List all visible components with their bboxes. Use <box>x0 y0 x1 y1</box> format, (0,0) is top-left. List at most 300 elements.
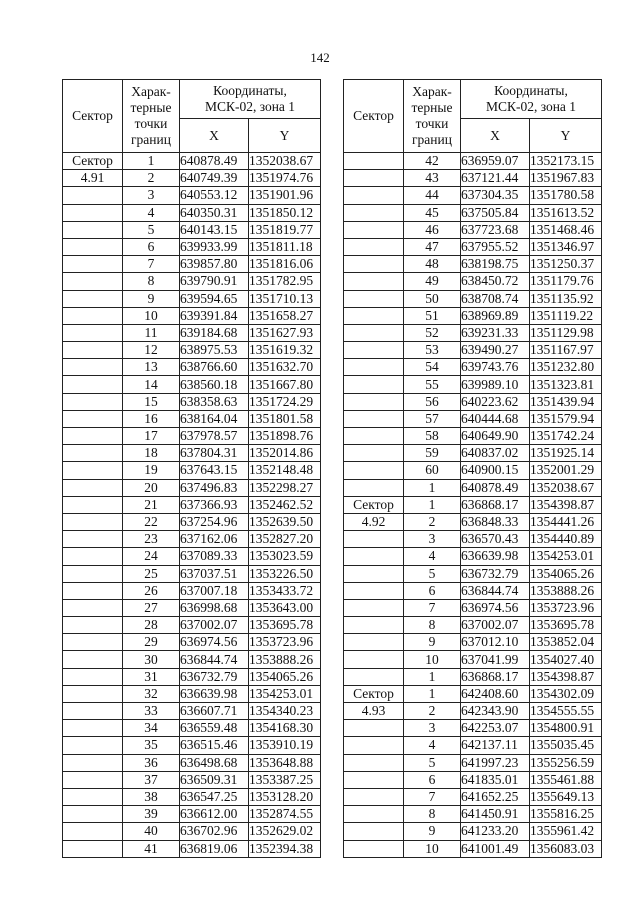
sector-cell <box>344 479 404 496</box>
x-coordinate-cell: 640878.49 <box>461 479 530 496</box>
table-row <box>63 496 321 513</box>
point-cell: 1 <box>404 479 461 496</box>
table-row <box>63 273 321 290</box>
point-cell: 58 <box>404 428 461 445</box>
sector-cell <box>63 256 123 273</box>
sector-cell <box>344 153 404 170</box>
y-coordinate-cell: 1351346.97 <box>530 238 602 255</box>
sector-cell <box>344 204 404 221</box>
table-row <box>344 290 602 307</box>
table-row <box>63 513 321 530</box>
y-coordinate-cell: 1351129.98 <box>530 324 602 341</box>
y-coordinate-cell: 1354065.26 <box>249 668 321 685</box>
x-coordinate-cell: 638708.74 <box>461 290 530 307</box>
x-coordinate-cell: 636844.74 <box>180 651 249 668</box>
point-cell: 45 <box>404 204 461 221</box>
point-cell: 13 <box>123 359 180 376</box>
y-coordinate-cell: 1353888.26 <box>530 582 602 599</box>
header-points-line: Харак- <box>131 84 171 99</box>
table-row <box>63 617 321 634</box>
header-coordinates-line: МСК-02, зона 1 <box>204 99 296 114</box>
x-coordinate-cell: 639490.27 <box>461 342 530 359</box>
y-coordinate-cell: 1354302.09 <box>530 685 602 702</box>
point-cell: 10 <box>123 307 180 324</box>
point-cell: 10 <box>404 840 461 857</box>
x-coordinate-cell: 636868.17 <box>461 668 530 685</box>
sector-cell <box>344 582 404 599</box>
x-coordinate-cell: 638975.53 <box>180 342 249 359</box>
table-row <box>63 806 321 823</box>
header-points <box>404 80 461 153</box>
header-points-line: границ <box>131 132 171 147</box>
point-cell: 14 <box>123 376 180 393</box>
x-coordinate-cell: 636515.46 <box>180 737 249 754</box>
table-row <box>344 376 602 393</box>
table-row <box>63 720 321 737</box>
table-row <box>344 617 602 634</box>
sector-cell <box>344 668 404 685</box>
x-coordinate-cell: 637089.33 <box>180 548 249 565</box>
header-points-line: терные <box>411 100 453 115</box>
sector-cell <box>63 634 123 651</box>
x-coordinate-cell: 640749.39 <box>180 170 249 187</box>
x-coordinate-cell: 636974.56 <box>461 599 530 616</box>
x-coordinate-cell: 636559.48 <box>180 720 249 737</box>
table-row <box>63 221 321 238</box>
sector-cell <box>63 823 123 840</box>
x-coordinate-cell: 640649.90 <box>461 428 530 445</box>
y-coordinate-cell: 1352394.38 <box>249 840 321 857</box>
table-row <box>344 221 602 238</box>
header-coordinates <box>461 80 602 119</box>
x-coordinate-cell: 641001.49 <box>461 840 530 857</box>
x-coordinate-cell: 640444.68 <box>461 410 530 427</box>
y-coordinate-cell: 1352038.67 <box>530 479 602 496</box>
x-coordinate-cell: 637978.57 <box>180 428 249 445</box>
table-row <box>63 823 321 840</box>
header-points <box>123 80 180 153</box>
table-row <box>344 256 602 273</box>
y-coordinate-cell: 1351780.58 <box>530 187 602 204</box>
header-points-line: Харак- <box>412 84 452 99</box>
sector-cell <box>344 617 404 634</box>
point-cell: 41 <box>123 840 180 857</box>
x-coordinate-cell: 638164.04 <box>180 410 249 427</box>
y-coordinate-cell: 1355256.59 <box>530 754 602 771</box>
x-coordinate-cell: 641997.23 <box>461 754 530 771</box>
table-row <box>63 840 321 857</box>
sector-cell <box>344 376 404 393</box>
sector-cell <box>63 462 123 479</box>
sector-cell: Сектор <box>344 496 404 513</box>
sector-cell <box>344 823 404 840</box>
table-row <box>344 703 602 720</box>
point-cell: 28 <box>123 617 180 634</box>
table-row <box>344 393 602 410</box>
sector-cell <box>344 324 404 341</box>
table-row <box>63 754 321 771</box>
point-cell: 4 <box>404 737 461 754</box>
x-coordinate-cell: 637037.51 <box>180 565 249 582</box>
y-coordinate-cell: 1354800.91 <box>530 720 602 737</box>
table-row <box>63 342 321 359</box>
sector-cell <box>63 376 123 393</box>
sector-cell: Сектор <box>344 685 404 702</box>
sector-cell <box>344 445 404 462</box>
x-coordinate-cell: 639594.65 <box>180 290 249 307</box>
x-coordinate-cell: 637366.93 <box>180 496 249 513</box>
point-cell: 44 <box>404 187 461 204</box>
y-coordinate-cell: 1351179.76 <box>530 273 602 290</box>
point-cell: 38 <box>123 788 180 805</box>
point-cell: 1 <box>404 496 461 513</box>
x-coordinate-cell: 638358.63 <box>180 393 249 410</box>
point-cell: 8 <box>404 617 461 634</box>
x-coordinate-cell: 639231.33 <box>461 324 530 341</box>
point-cell: 9 <box>123 290 180 307</box>
point-cell: 8 <box>404 806 461 823</box>
y-coordinate-cell: 1351439.94 <box>530 393 602 410</box>
x-coordinate-cell: 636547.25 <box>180 788 249 805</box>
table-row <box>344 668 602 685</box>
x-coordinate-cell: 640837.02 <box>461 445 530 462</box>
y-coordinate-cell: 1353910.19 <box>249 737 321 754</box>
y-coordinate-cell: 1353852.04 <box>530 634 602 651</box>
y-coordinate-cell: 1351819.77 <box>249 221 321 238</box>
y-coordinate-cell: 1355461.88 <box>530 771 602 788</box>
header-points-line: точки <box>415 116 449 131</box>
header-coordinates-line: МСК-02, зона 1 <box>485 99 577 114</box>
x-coordinate-cell: 642137.11 <box>461 737 530 754</box>
table-row <box>344 599 602 616</box>
point-cell: 16 <box>123 410 180 427</box>
x-coordinate-cell: 639790.91 <box>180 273 249 290</box>
sector-cell <box>63 806 123 823</box>
sector-cell <box>344 754 404 771</box>
y-coordinate-cell: 1351925.14 <box>530 445 602 462</box>
point-cell: 37 <box>123 771 180 788</box>
x-coordinate-cell: 636819.06 <box>180 840 249 857</box>
table-row <box>63 771 321 788</box>
x-coordinate-cell: 636848.33 <box>461 513 530 530</box>
point-cell: 6 <box>123 238 180 255</box>
table-row <box>63 256 321 273</box>
sector-cell <box>344 565 404 582</box>
sector-cell <box>63 737 123 754</box>
x-coordinate-cell: 641652.25 <box>461 788 530 805</box>
table-row <box>344 823 602 840</box>
x-coordinate-cell: 640553.12 <box>180 187 249 204</box>
table-row <box>63 428 321 445</box>
point-cell: 47 <box>404 238 461 255</box>
table-row <box>344 342 602 359</box>
point-cell: 10 <box>404 651 461 668</box>
table-row <box>344 410 602 427</box>
point-cell: 32 <box>123 685 180 702</box>
y-coordinate-cell: 1354555.55 <box>530 703 602 720</box>
table-row <box>344 806 602 823</box>
sector-cell <box>63 565 123 582</box>
x-coordinate-cell: 640223.62 <box>461 393 530 410</box>
x-coordinate-cell: 638969.89 <box>461 307 530 324</box>
y-coordinate-cell: 1354340.23 <box>249 703 321 720</box>
table-row <box>63 410 321 427</box>
x-coordinate-cell: 642343.90 <box>461 703 530 720</box>
point-cell: 51 <box>404 307 461 324</box>
table-row <box>63 290 321 307</box>
table-row <box>344 204 602 221</box>
x-coordinate-cell: 637002.07 <box>461 617 530 634</box>
sector-cell: 4.91 <box>63 170 123 187</box>
y-coordinate-cell: 1351724.29 <box>249 393 321 410</box>
table-row <box>344 548 602 565</box>
sector-cell <box>344 273 404 290</box>
header-points-line: границ <box>412 132 452 147</box>
point-cell: 1 <box>404 668 461 685</box>
point-cell: 1 <box>123 153 180 170</box>
table-row <box>344 685 602 702</box>
table-row <box>63 548 321 565</box>
sector-cell: 4.93 <box>344 703 404 720</box>
x-coordinate-cell: 637041.99 <box>461 651 530 668</box>
x-coordinate-cell: 642253.07 <box>461 720 530 737</box>
point-cell: 5 <box>404 565 461 582</box>
point-cell: 21 <box>123 496 180 513</box>
sector-cell <box>344 737 404 754</box>
point-cell: 20 <box>123 479 180 496</box>
table-row <box>63 634 321 651</box>
sector-cell <box>344 256 404 273</box>
y-coordinate-cell: 1353888.26 <box>249 651 321 668</box>
y-coordinate-cell: 1351967.83 <box>530 170 602 187</box>
y-coordinate-cell: 1356083.03 <box>530 840 602 857</box>
sector-cell <box>63 685 123 702</box>
coordinates-table-right <box>343 79 602 858</box>
sector-cell <box>63 771 123 788</box>
y-coordinate-cell: 1352639.50 <box>249 513 321 530</box>
y-coordinate-cell: 1351167.97 <box>530 342 602 359</box>
point-cell: 3 <box>123 187 180 204</box>
table-row <box>63 599 321 616</box>
y-coordinate-cell: 1354168.30 <box>249 720 321 737</box>
point-cell: 7 <box>404 788 461 805</box>
header-y: Y <box>530 119 602 153</box>
point-cell: 48 <box>404 256 461 273</box>
sector-cell: 4.92 <box>344 513 404 530</box>
y-coordinate-cell: 1354027.40 <box>530 651 602 668</box>
x-coordinate-cell: 637002.07 <box>180 617 249 634</box>
y-coordinate-cell: 1352629.02 <box>249 823 321 840</box>
x-coordinate-cell: 642408.60 <box>461 685 530 702</box>
y-coordinate-cell: 1353226.50 <box>249 565 321 582</box>
x-coordinate-cell: 640878.49 <box>180 153 249 170</box>
x-coordinate-cell: 639743.76 <box>461 359 530 376</box>
sector-cell <box>344 428 404 445</box>
point-cell: 54 <box>404 359 461 376</box>
x-coordinate-cell: 637496.83 <box>180 479 249 496</box>
y-coordinate-cell: 1353643.00 <box>249 599 321 616</box>
y-coordinate-cell: 1353387.25 <box>249 771 321 788</box>
y-coordinate-cell: 1353723.96 <box>249 634 321 651</box>
table-row <box>344 496 602 513</box>
table-row <box>344 307 602 324</box>
y-coordinate-cell: 1354398.87 <box>530 496 602 513</box>
sector-cell <box>344 634 404 651</box>
sector-cell <box>344 840 404 857</box>
x-coordinate-cell: 636639.98 <box>461 548 530 565</box>
table-row <box>63 445 321 462</box>
header-y: Y <box>249 119 321 153</box>
y-coordinate-cell: 1352173.15 <box>530 153 602 170</box>
table-row <box>344 273 602 290</box>
y-coordinate-cell: 1352298.27 <box>249 479 321 496</box>
point-cell: 34 <box>123 720 180 737</box>
page-number: 142 <box>310 50 330 65</box>
header-points-line: точки <box>134 116 168 131</box>
point-cell: 26 <box>123 582 180 599</box>
point-cell: 25 <box>123 565 180 582</box>
point-cell: 12 <box>123 342 180 359</box>
point-cell: 55 <box>404 376 461 393</box>
y-coordinate-cell: 1351613.52 <box>530 204 602 221</box>
sector-cell <box>63 393 123 410</box>
table-row <box>63 703 321 720</box>
table-row <box>344 153 602 170</box>
sector-cell <box>63 479 123 496</box>
sector-cell <box>63 238 123 255</box>
table-row <box>63 324 321 341</box>
sector-cell <box>63 513 123 530</box>
y-coordinate-cell: 1351742.24 <box>530 428 602 445</box>
y-coordinate-cell: 1351619.32 <box>249 342 321 359</box>
point-cell: 2 <box>123 170 180 187</box>
table-row <box>344 479 602 496</box>
y-coordinate-cell: 1352874.55 <box>249 806 321 823</box>
x-coordinate-cell: 637162.06 <box>180 531 249 548</box>
y-coordinate-cell: 1352014.86 <box>249 445 321 462</box>
point-cell: 57 <box>404 410 461 427</box>
y-coordinate-cell: 1353023.59 <box>249 548 321 565</box>
sector-cell <box>344 359 404 376</box>
point-cell: 35 <box>123 737 180 754</box>
table-row <box>63 668 321 685</box>
sector-cell <box>63 651 123 668</box>
header-coordinates-line: Координаты, <box>494 83 568 98</box>
y-coordinate-cell: 1351323.81 <box>530 376 602 393</box>
sector-cell <box>344 531 404 548</box>
sector-cell <box>344 548 404 565</box>
table-body-right <box>344 153 602 858</box>
y-coordinate-cell: 1351468.46 <box>530 221 602 238</box>
sector-cell <box>63 840 123 857</box>
table-row <box>63 187 321 204</box>
sector-cell <box>344 290 404 307</box>
x-coordinate-cell: 636844.74 <box>461 582 530 599</box>
sector-cell <box>63 548 123 565</box>
y-coordinate-cell: 1353128.20 <box>249 788 321 805</box>
table-row <box>344 324 602 341</box>
table-row <box>63 238 321 255</box>
point-cell: 5 <box>123 221 180 238</box>
point-cell: 56 <box>404 393 461 410</box>
sector-cell <box>344 187 404 204</box>
sector-cell <box>344 221 404 238</box>
table-row <box>344 788 602 805</box>
y-coordinate-cell: 1351135.92 <box>530 290 602 307</box>
x-coordinate-cell: 637955.52 <box>461 238 530 255</box>
point-cell: 59 <box>404 445 461 462</box>
y-coordinate-cell: 1351782.95 <box>249 273 321 290</box>
x-coordinate-cell: 637254.96 <box>180 513 249 530</box>
sector-cell: Сектор <box>63 153 123 170</box>
y-coordinate-cell: 1351816.06 <box>249 256 321 273</box>
sector-cell <box>63 342 123 359</box>
x-coordinate-cell: 640350.31 <box>180 204 249 221</box>
point-cell: 3 <box>404 720 461 737</box>
y-coordinate-cell: 1351667.80 <box>249 376 321 393</box>
x-coordinate-cell: 639391.84 <box>180 307 249 324</box>
point-cell: 39 <box>123 806 180 823</box>
header-x: X <box>180 119 249 153</box>
table-row <box>63 737 321 754</box>
y-coordinate-cell: 1354253.01 <box>249 685 321 702</box>
point-cell: 7 <box>404 599 461 616</box>
point-cell: 23 <box>123 531 180 548</box>
table-row <box>344 187 602 204</box>
point-cell: 43 <box>404 170 461 187</box>
table-row <box>344 513 602 530</box>
table-body-left <box>63 153 321 858</box>
y-coordinate-cell: 1353695.78 <box>249 617 321 634</box>
y-coordinate-cell: 1353433.72 <box>249 582 321 599</box>
table-row <box>344 428 602 445</box>
x-coordinate-cell: 638450.72 <box>461 273 530 290</box>
y-coordinate-cell: 1351901.96 <box>249 187 321 204</box>
point-cell: 42 <box>404 153 461 170</box>
sector-cell <box>344 342 404 359</box>
y-coordinate-cell: 1355961.42 <box>530 823 602 840</box>
x-coordinate-cell: 637505.84 <box>461 204 530 221</box>
table-row <box>344 531 602 548</box>
table-row <box>63 170 321 187</box>
header-coordinates-line: Координаты, <box>213 83 287 98</box>
sector-cell <box>344 393 404 410</box>
sector-cell <box>63 703 123 720</box>
y-coordinate-cell: 1351801.58 <box>249 410 321 427</box>
y-coordinate-cell: 1354398.87 <box>530 668 602 685</box>
x-coordinate-cell: 636998.68 <box>180 599 249 616</box>
sector-cell <box>63 720 123 737</box>
coordinates-table-left <box>62 79 321 858</box>
y-coordinate-cell: 1351898.76 <box>249 428 321 445</box>
point-cell: 27 <box>123 599 180 616</box>
x-coordinate-cell: 636702.96 <box>180 823 249 840</box>
table-row <box>63 359 321 376</box>
x-coordinate-cell: 637007.18 <box>180 582 249 599</box>
table-row <box>63 307 321 324</box>
table-row <box>344 445 602 462</box>
x-coordinate-cell: 638560.18 <box>180 376 249 393</box>
header-points-line: терные <box>130 100 172 115</box>
sector-cell <box>63 668 123 685</box>
table-row <box>63 651 321 668</box>
x-coordinate-cell: 636959.07 <box>461 153 530 170</box>
point-cell: 1 <box>404 685 461 702</box>
point-cell: 36 <box>123 754 180 771</box>
table-row <box>63 582 321 599</box>
x-coordinate-cell: 636607.71 <box>180 703 249 720</box>
point-cell: 2 <box>404 513 461 530</box>
